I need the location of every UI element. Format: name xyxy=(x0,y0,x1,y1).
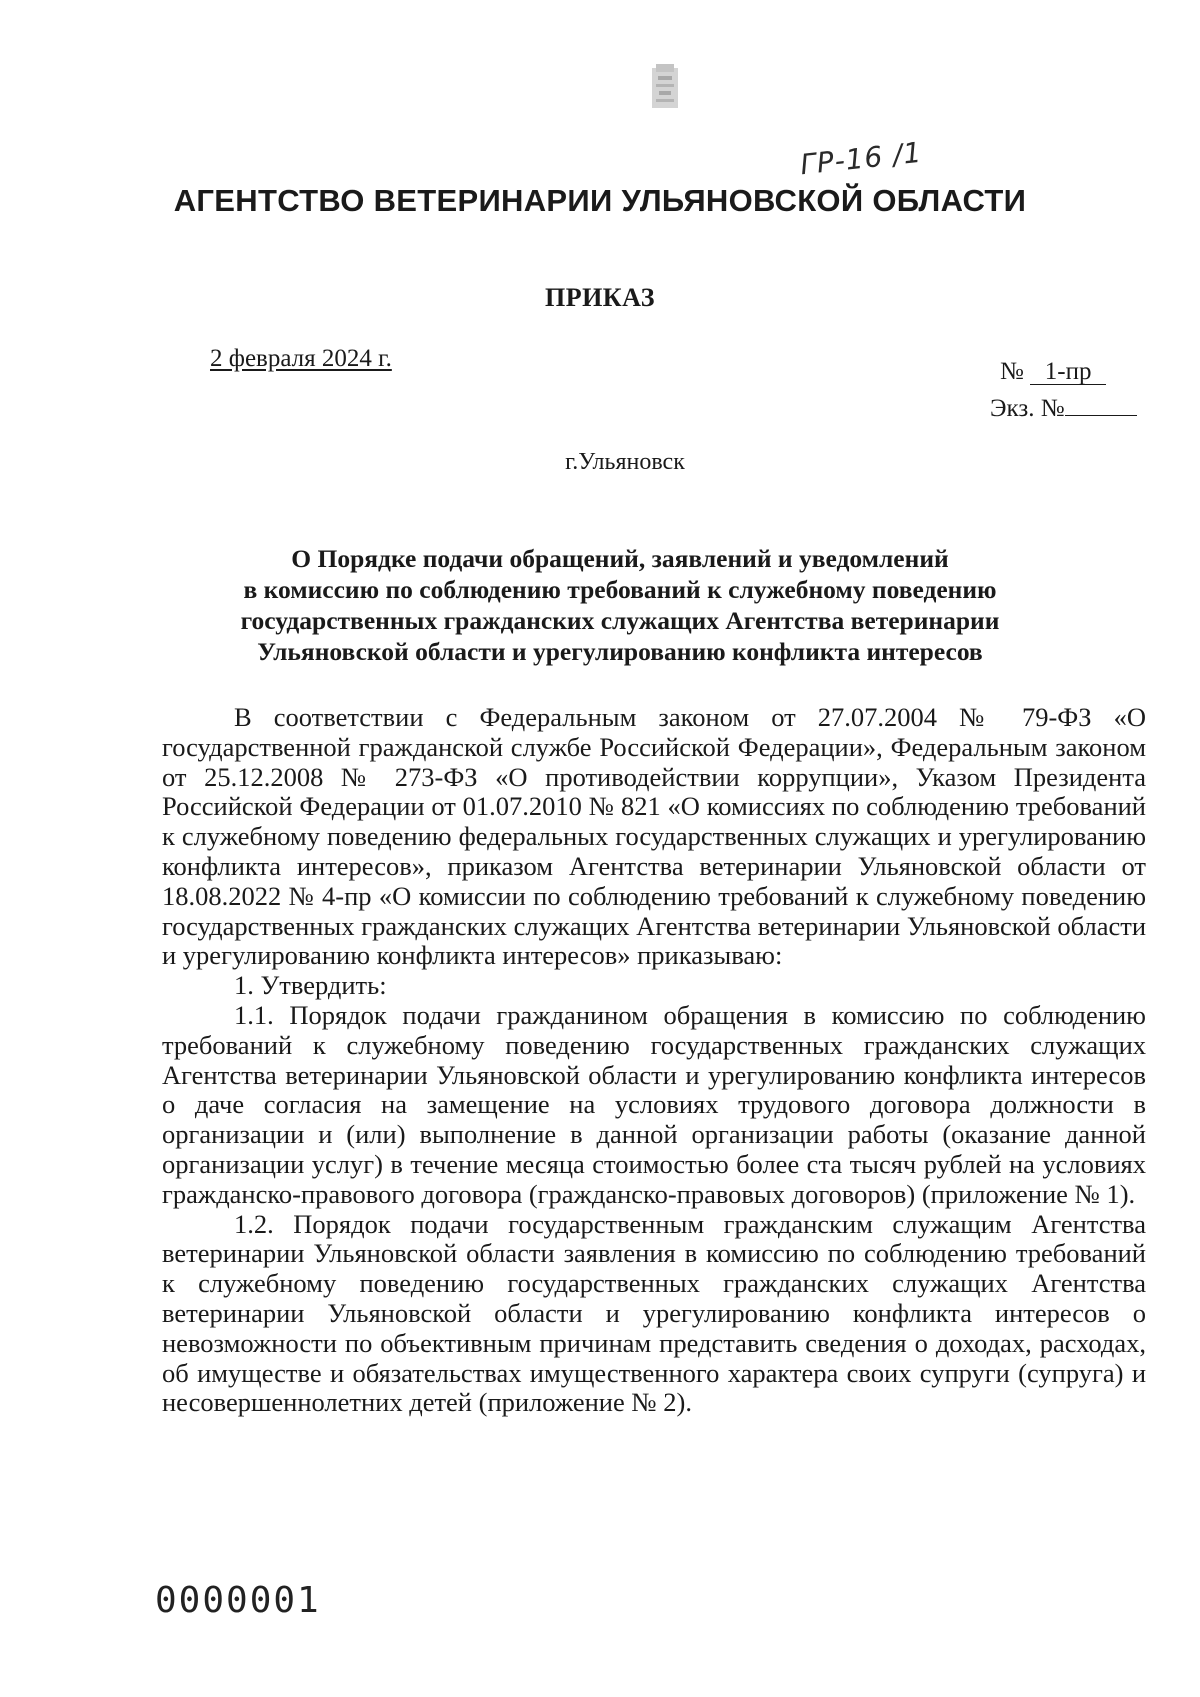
order-subject xyxy=(160,543,1080,667)
serial-number: 0000001 xyxy=(155,1580,321,1621)
coat-of-arms-emblem xyxy=(650,62,680,112)
document-type-title: ПРИКАЗ xyxy=(544,283,656,312)
copy-number-label: Экз. № xyxy=(990,395,1065,422)
city-name: г.Ульяновск xyxy=(565,449,685,475)
body-paragraph-item-1-1: 1.1. Порядок подачи гражданином обращения в комиссию по соблюдению требований к служебному поведению государственных гражданских служащих Агентства ветеринарии Ульяновской области и урегулированию конфликта интересов о даче согласия на замещение на условиях трудового договора должности в организации и (или) выполнение в данной организации работы (оказание данной организации услуг) в течение месяца стоимостью более ста тысяч рублей на условиях гражданско-правового договора (гражданско-правовых договоров) (приложение № 1). xyxy=(162,999,1146,1209)
subject-line: государственных гражданских служащих Агентства ветеринарии xyxy=(240,606,1000,635)
subject-line: О Порядке подачи обращений, заявлений и уведомлений xyxy=(291,544,949,573)
handwritten-registration-note: ГР-16 /1 xyxy=(798,135,924,182)
body-paragraph-item-1-2: 1.2. Порядок подачи государственным гражданским служащим Агентства ветеринарии Ульяновской области заявления в комиссию по соблюдению требований к служебному поведению государственных гражданских служащих Агентства ветеринарии Ульяновской области и урегулированию конфликта интересов о невозможности по объективным причинам представить сведения о доходах, расходах, об имуществе и обязательствах имущественного характера своих супруги (супруга) и несовершеннолетних детей (приложение № 2). xyxy=(162,1208,1146,1418)
order-number xyxy=(1000,358,1106,386)
agency-name: АГЕНТСТВО ВЕТЕРИНАРИИ УЛЬЯНОВСКОЙ ОБЛАСТИ xyxy=(173,183,1027,218)
subject-line: в комиссию по соблюдению требований к служебному поведению xyxy=(243,575,997,604)
order-date: 2 февраля 2024 г. xyxy=(210,345,392,372)
order-number-prefix: № xyxy=(1000,358,1024,385)
order-body xyxy=(162,703,1146,1418)
order-number-value: 1-пр xyxy=(1030,360,1106,385)
body-paragraph-item-1: 1. Утвердить: xyxy=(234,970,387,1001)
body-paragraph-preamble: В соответствии с Федеральным законом от 27.07.2004 № 79-ФЗ «О государственной гражданской службе Российской Федерации», Федеральным законом от 25.12.2008 № 273-ФЗ «О противодействии коррупции», Указом Президента Российской Федерации от 01.07.2010 № 821 «О комиссиях по соблюдению требований к служебному поведению федеральных государственных служащих и урегулированию конфликта интересов», приказом Агентства ветеринарии Ульяновской области от 18.08.2022 № 4-пр «О комиссии по соблюдению требований к служебному поведению государственных гражданских служащих Агентства ветеринарии Ульяновской области и урегулированию конфликта интересов» приказываю: xyxy=(162,702,1146,971)
copy-number-blank xyxy=(1065,393,1137,416)
subject-line: Ульяновской области и урегулированию конфликта интересов xyxy=(257,637,983,666)
copy-number xyxy=(990,393,1137,423)
